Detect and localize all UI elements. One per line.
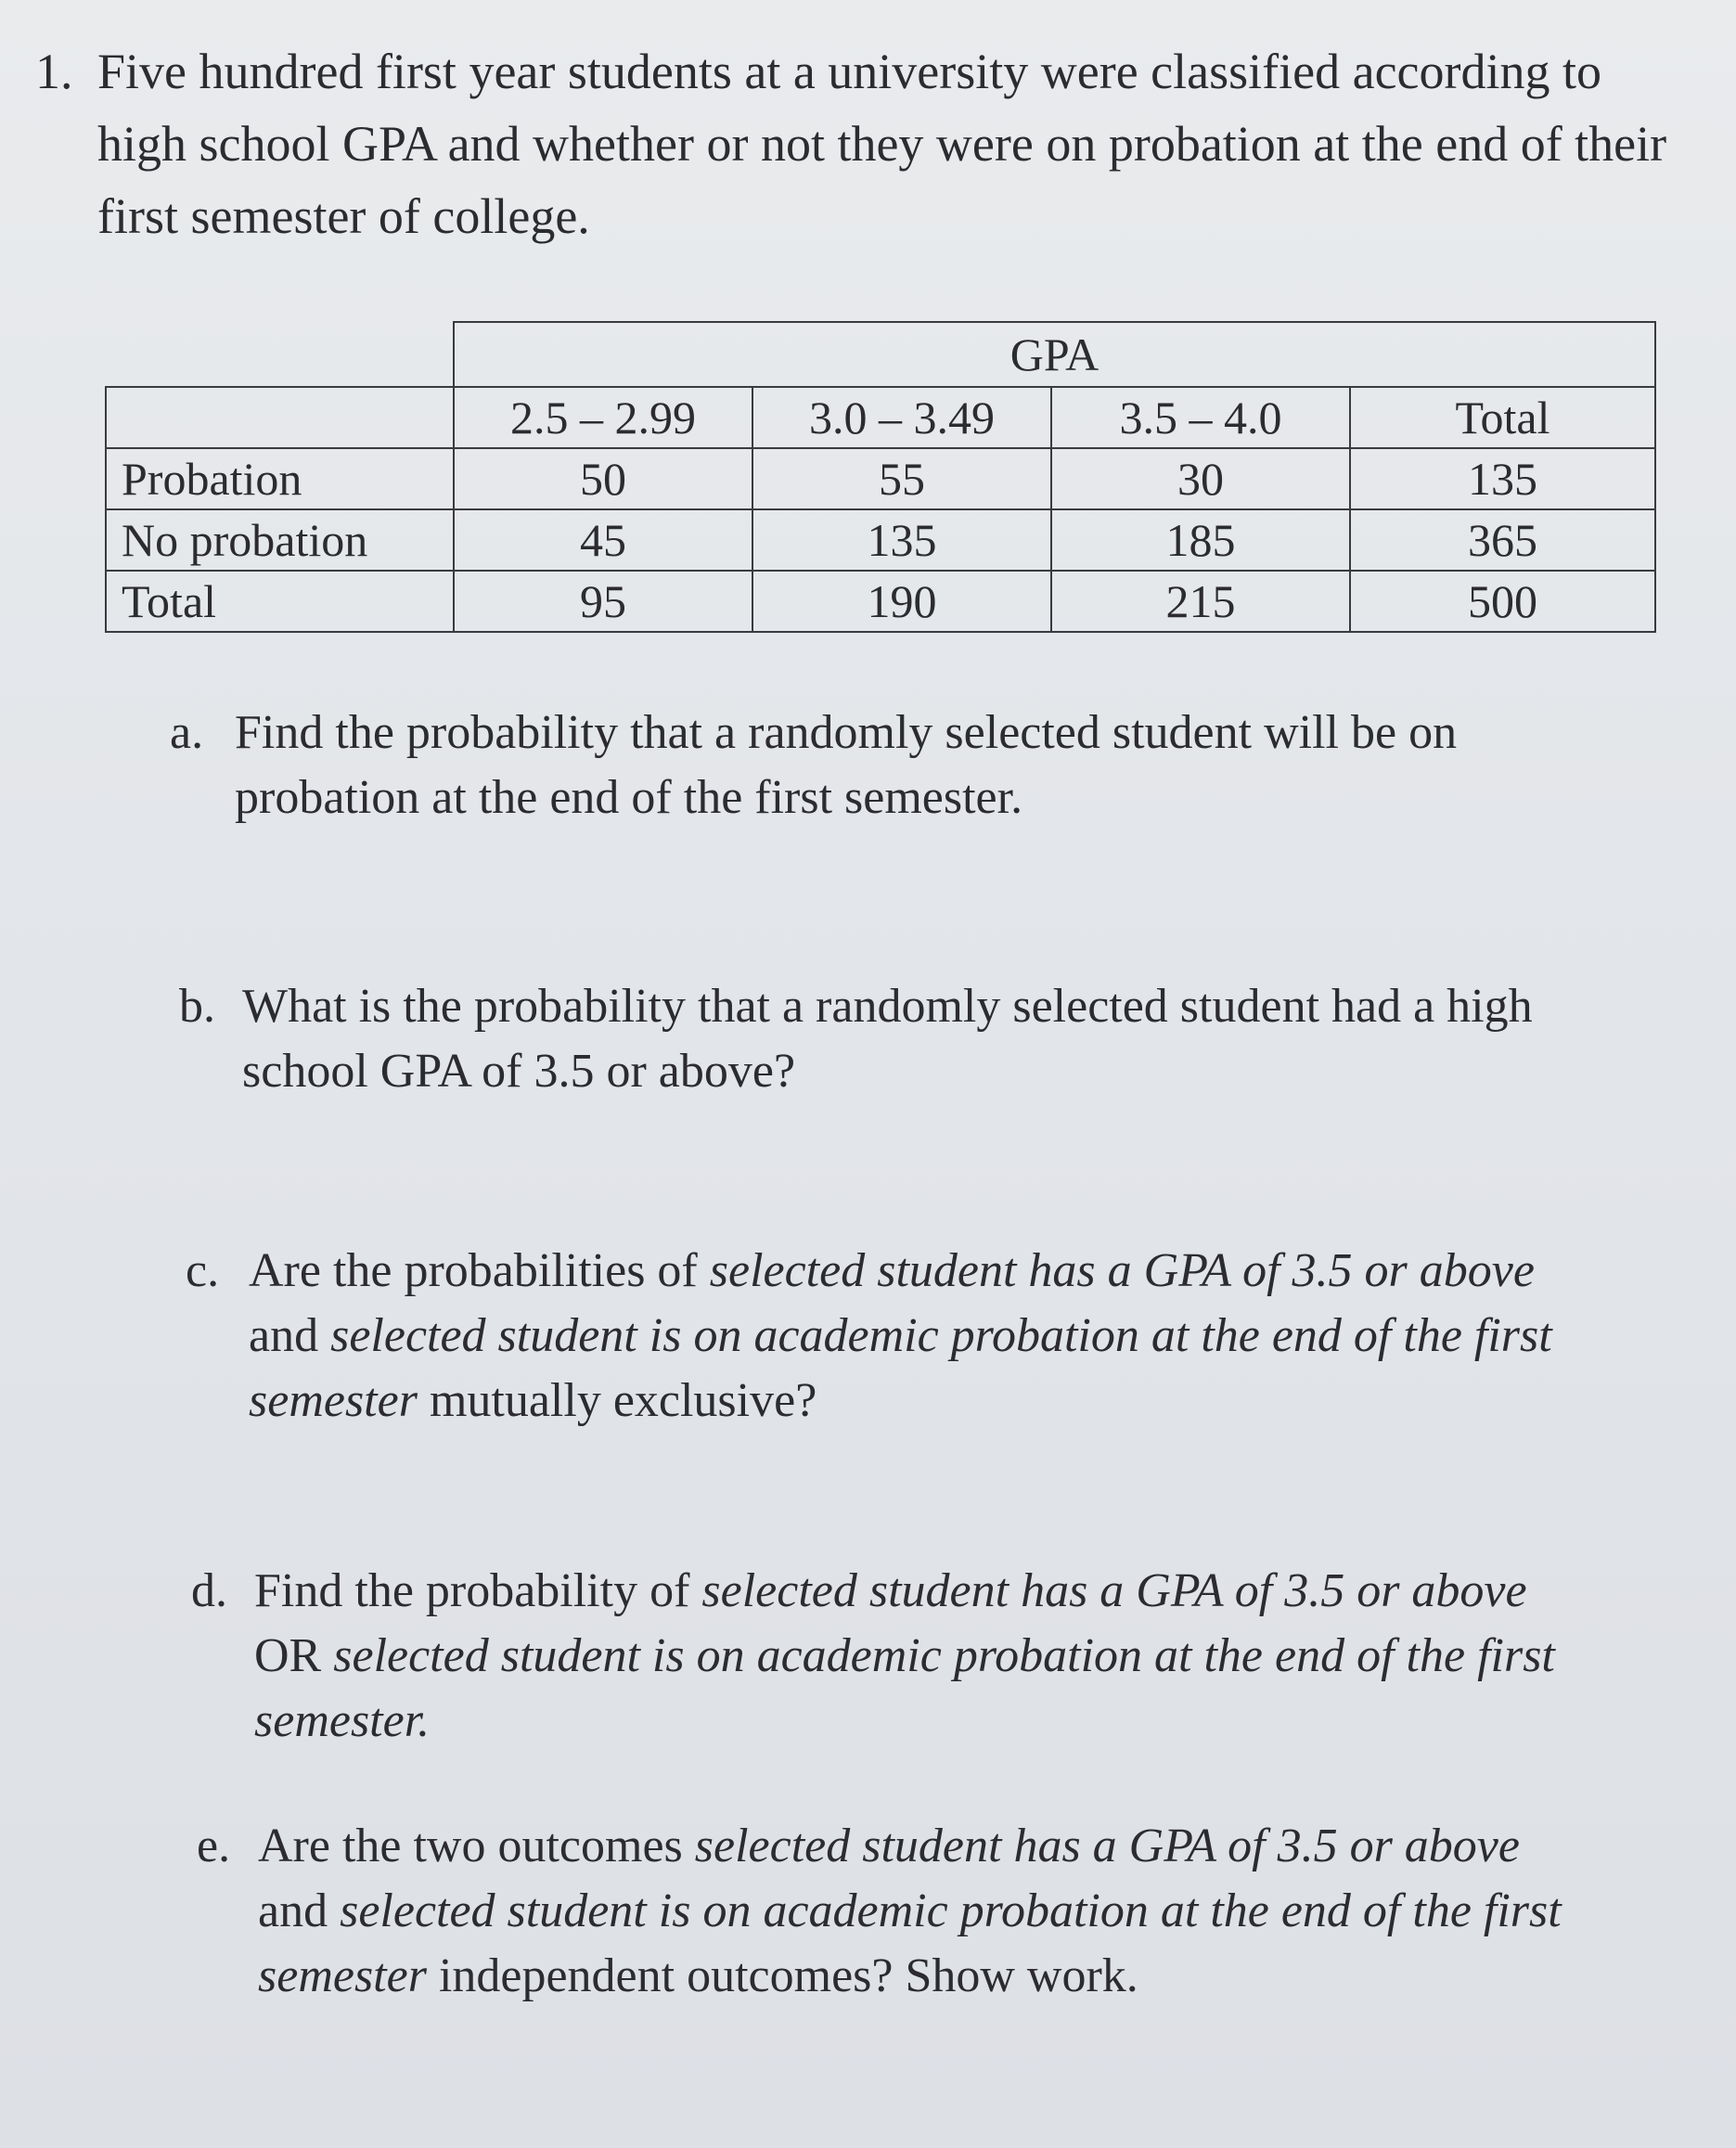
problem-intro: Five hundred first year students at a university were classified according to high school GPA and whether or not they were on probation at the end of their first semester of college. [97, 44, 1667, 244]
table-column-header-row [106, 387, 1655, 448]
question-text-mid: OR [254, 1629, 334, 1682]
table-cell: 135 [752, 509, 1051, 571]
row-label: Probation [106, 448, 454, 509]
question-text-post: independent outcomes? Show work. [426, 1949, 1138, 2002]
table-corner [106, 322, 454, 387]
question-text-pre: Find the probability of [254, 1564, 702, 1617]
question-text-pre: Are the two outcomes [258, 1820, 695, 1872]
table-cell: 95 [454, 571, 752, 632]
question-text-pre: Are the probabilities of [249, 1244, 710, 1297]
event-gpa-3-5-or-above: selected student has a GPA of 3.5 or above [694, 1820, 1520, 1872]
column-header: Total [1350, 387, 1655, 448]
question-text-mid: and [249, 1309, 331, 1362]
column-header: 3.5 – 4.0 [1051, 387, 1350, 448]
gpa-group-header: GPA [454, 322, 1655, 387]
table-group-header-row [106, 322, 1655, 387]
question-letter: a. [170, 706, 204, 759]
table-cell: 190 [752, 571, 1051, 632]
row-label: Total [106, 571, 454, 632]
question-text [254, 1559, 1583, 1754]
problem-number: 1. [35, 44, 73, 99]
table-cell: 45 [454, 509, 752, 571]
table-cell: 185 [1051, 509, 1350, 571]
question-text [249, 1239, 1577, 1434]
table-cell: 135 [1350, 448, 1655, 509]
table-cell: 30 [1051, 448, 1350, 509]
question-text [258, 1814, 1588, 2009]
column-header: 3.0 – 3.49 [752, 387, 1051, 448]
table-row [106, 571, 1655, 632]
table-cell: 215 [1051, 571, 1350, 632]
question-text-post: mutually exclusive? [417, 1374, 817, 1427]
table-cell: 500 [1350, 571, 1655, 632]
question-text: What is the probability that a randomly selected student had a high school GPA of 3.5 or above? [242, 980, 1533, 1098]
question-letter: b. [179, 980, 215, 1033]
table-cell: 365 [1350, 509, 1655, 571]
event-gpa-3-5-or-above: selected student has a GPA of 3.5 or above [701, 1564, 1527, 1617]
table-row [106, 448, 1655, 509]
table-row [106, 509, 1655, 571]
event-gpa-3-5-or-above: selected student has a GPA of 3.5 or above [709, 1244, 1535, 1297]
gpa-probation-table [105, 321, 1656, 633]
question-letter: d. [191, 1564, 227, 1617]
table-cell: 55 [752, 448, 1051, 509]
event-academic-probation: selected student is on academic probation at the end of the first semester [258, 1884, 1562, 2002]
table-cell: 50 [454, 448, 752, 509]
question-letter: c. [186, 1244, 220, 1297]
row-label: No probation [106, 509, 454, 571]
column-header: 2.5 – 2.99 [454, 387, 752, 448]
question-text: Find the probability that a randomly selected student will be on probation at the end of the first semester. [235, 706, 1458, 824]
event-academic-probation: selected student is on academic probation at the end of the first semester. [254, 1629, 1555, 1747]
event-academic-probation: selected student is on academic probation at the end of the first semester [249, 1309, 1552, 1427]
table-header-blank [106, 387, 454, 448]
question-letter: e. [197, 1820, 231, 1872]
question-text-mid: and [258, 1884, 341, 1937]
